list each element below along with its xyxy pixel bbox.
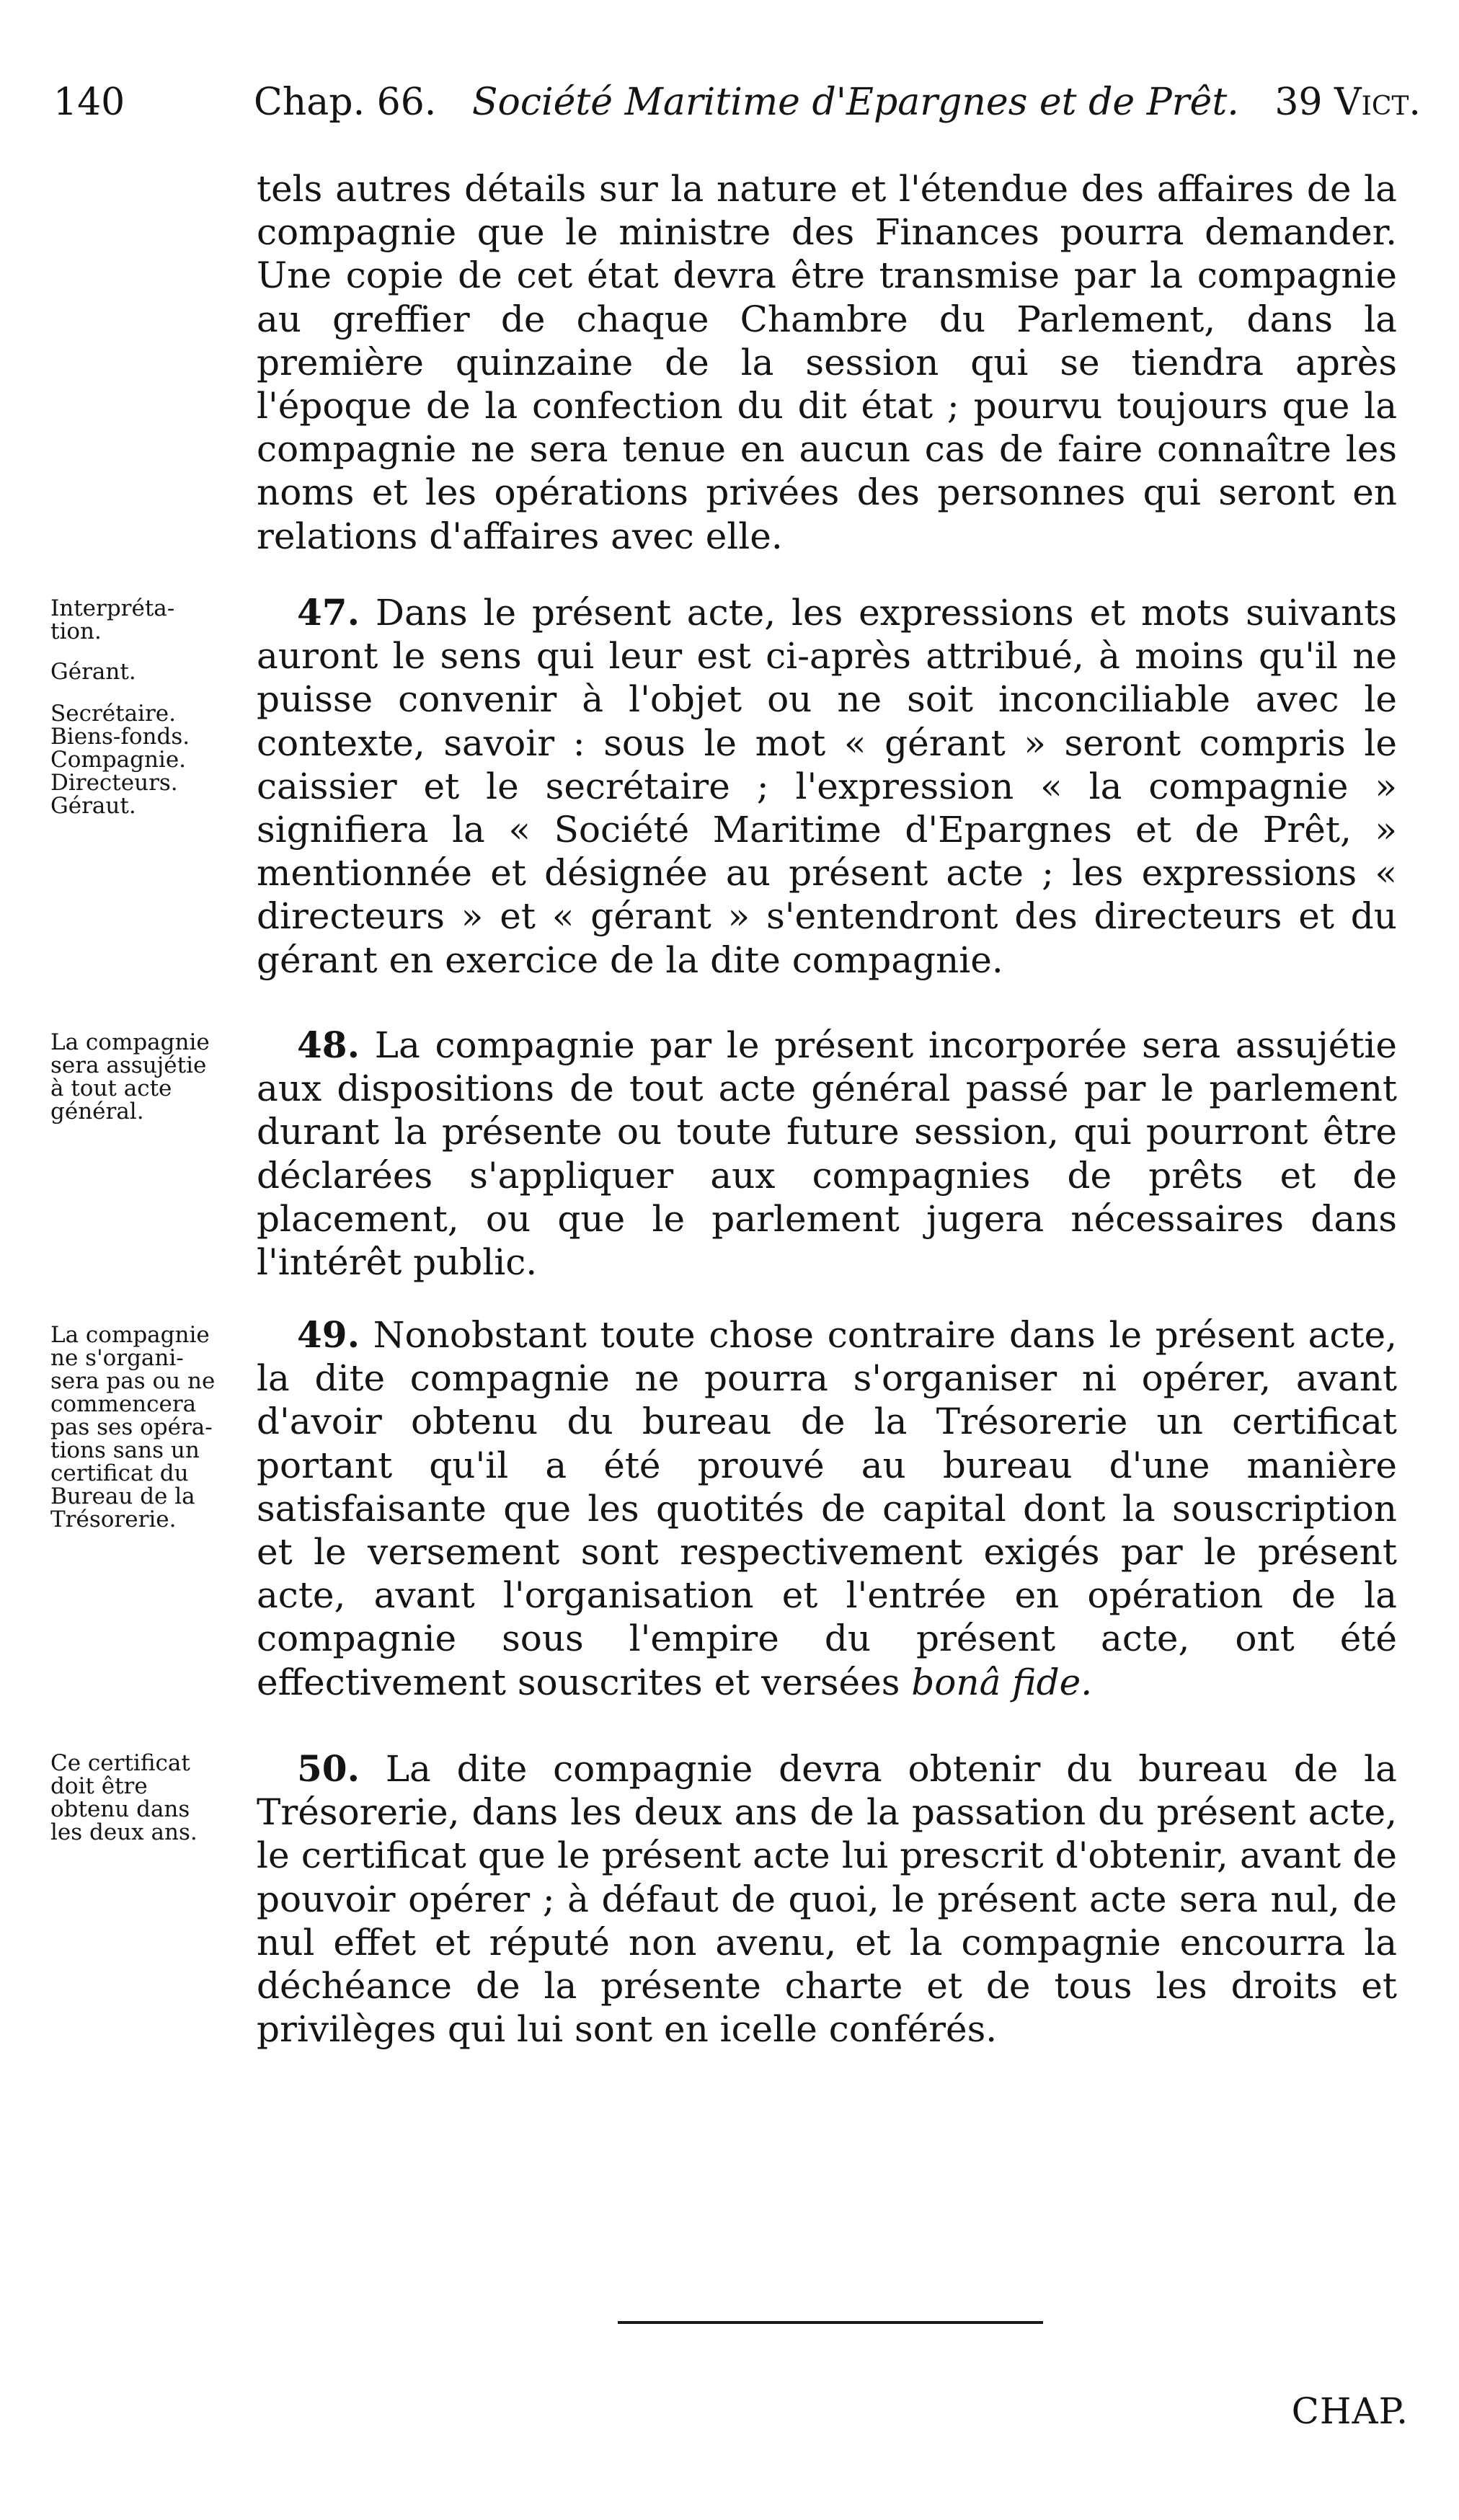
- margin-notes-49: [50, 1323, 260, 1531]
- section-50: [257, 1747, 1397, 2051]
- italic-phrase: bonâ fide.: [911, 1661, 1093, 1703]
- section-number: 49.: [297, 1313, 360, 1356]
- margin-note: Secrétaire.: [50, 701, 176, 727]
- closing-rule: [618, 2321, 1043, 2324]
- section-text: La compagnie par le présent incorporée sera assujétie aux dispositions de tout acte général passé par le parlement durant la présente ou toute future session, qui pourront être déclarées s'appliquer aux compagnies de prêts et de placement, ou que le parlement jugera nécessaires dans l'intérêt public.: [257, 1024, 1397, 1284]
- margin-notes-47: [50, 597, 260, 817]
- section-47: [257, 591, 1397, 982]
- margin-note: Interpréta- tion.: [50, 595, 175, 644]
- section-text: La dite compagnie devra obtenir du bureau de la Trésorerie, dans les deux ans de la passation du présent acte, le certificat que le présent acte lui prescrit d'obtenir, avant de pouvoir opérer ; à défaut de quoi, le présent acte sera nul, de nul effet et réputé non avenu, et la compagnie encourra la déchéance de la présente charte et de tous les droits et privilèges qui lui sont en icelle conférés.: [257, 1748, 1397, 2051]
- margin-notes-50: [50, 1752, 260, 1844]
- margin-note: Gérant.: [50, 659, 136, 685]
- regnal-year: 39 Vict.: [1274, 81, 1421, 124]
- section-48: [257, 1024, 1397, 1284]
- margin-note: Biens-fonds.: [50, 724, 190, 750]
- margin-note: Compagnie.: [50, 747, 187, 773]
- page-number: 140: [53, 81, 125, 124]
- margin-note: Ce certificat doit être obtenu dans les deux ans.: [50, 1750, 198, 1845]
- margin-note: La compagnie sera assujétie à tout acte général.: [50, 1029, 210, 1124]
- intro-text: tels autres détails sur la nature et l'étendue des affaires de la compagnie que le ministre des Finances pourra demander. Une copie de cet état devra être transmise par la compagnie au greffier de chaque Chambre du Parlement, dans la première quinzaine de la session qui se tiendra après l'époque de la confection du dit état ; pourvu toujours que la compagnie ne sera tenue en aucun cas de faire connaître les noms et les opérations privées des personnes qui seront en relations d'affaires avec elle.: [257, 168, 1397, 557]
- chapter-label: Chap. 66.: [254, 81, 437, 124]
- catchword: CHAP.: [1291, 2390, 1409, 2432]
- running-header: [50, 81, 1421, 131]
- margin-note: Géraut.: [50, 793, 136, 819]
- intro-paragraph: [257, 167, 1397, 558]
- section-text: Dans le présent acte, les expressions et mots suivants auront le sens qui leur est ci-après attribué, à moins qu'il ne puisse convenir à l'objet ou ne soit inconciliable avec le contexte, savoir : sous le mot « gérant » seront compris le caissier et le secrétaire ; l'expression « la compagnie » signifiera la « Société Maritime d'Epargnes et de Prêt, » mentionnée et désignée au présent acte ; les expressions « directeurs » et « gérant » s'entendront des directeurs et du gérant en exercice de la dite compagnie.: [257, 592, 1398, 981]
- running-title: [254, 81, 1421, 124]
- section-49: [257, 1313, 1397, 1704]
- margin-notes-48: [50, 1031, 260, 1123]
- section-number: 48.: [297, 1024, 360, 1066]
- margin-note: Directeurs.: [50, 770, 178, 796]
- margin-note: La compagnie ne s'organi- sera pas ou ne commencera pas ses opéra- tions sans un certificat du Bureau de la Trésorerie.: [50, 1322, 216, 1532]
- section-text: Nonobstant toute chose contraire dans le présent acte, la dite compagnie ne pourra s'organiser ni opérer, avant d'avoir obtenu du bureau de la Trésorerie un certificat portant qu'il a été prouvé au bureau d'une manière satisfaisante que les quotités de capital dont la souscription et le versement sont respectivement exigés par le présent acte, avant l'organisation et l'entrée en opération de la compagnie sous l'empire du présent acte, ont été effectivement souscrites et versées: [257, 1314, 1397, 1703]
- act-title: Société Maritime d'Epargnes et de Prêt.: [471, 81, 1239, 124]
- section-number: 50.: [297, 1747, 360, 1790]
- section-number: 47.: [297, 591, 360, 634]
